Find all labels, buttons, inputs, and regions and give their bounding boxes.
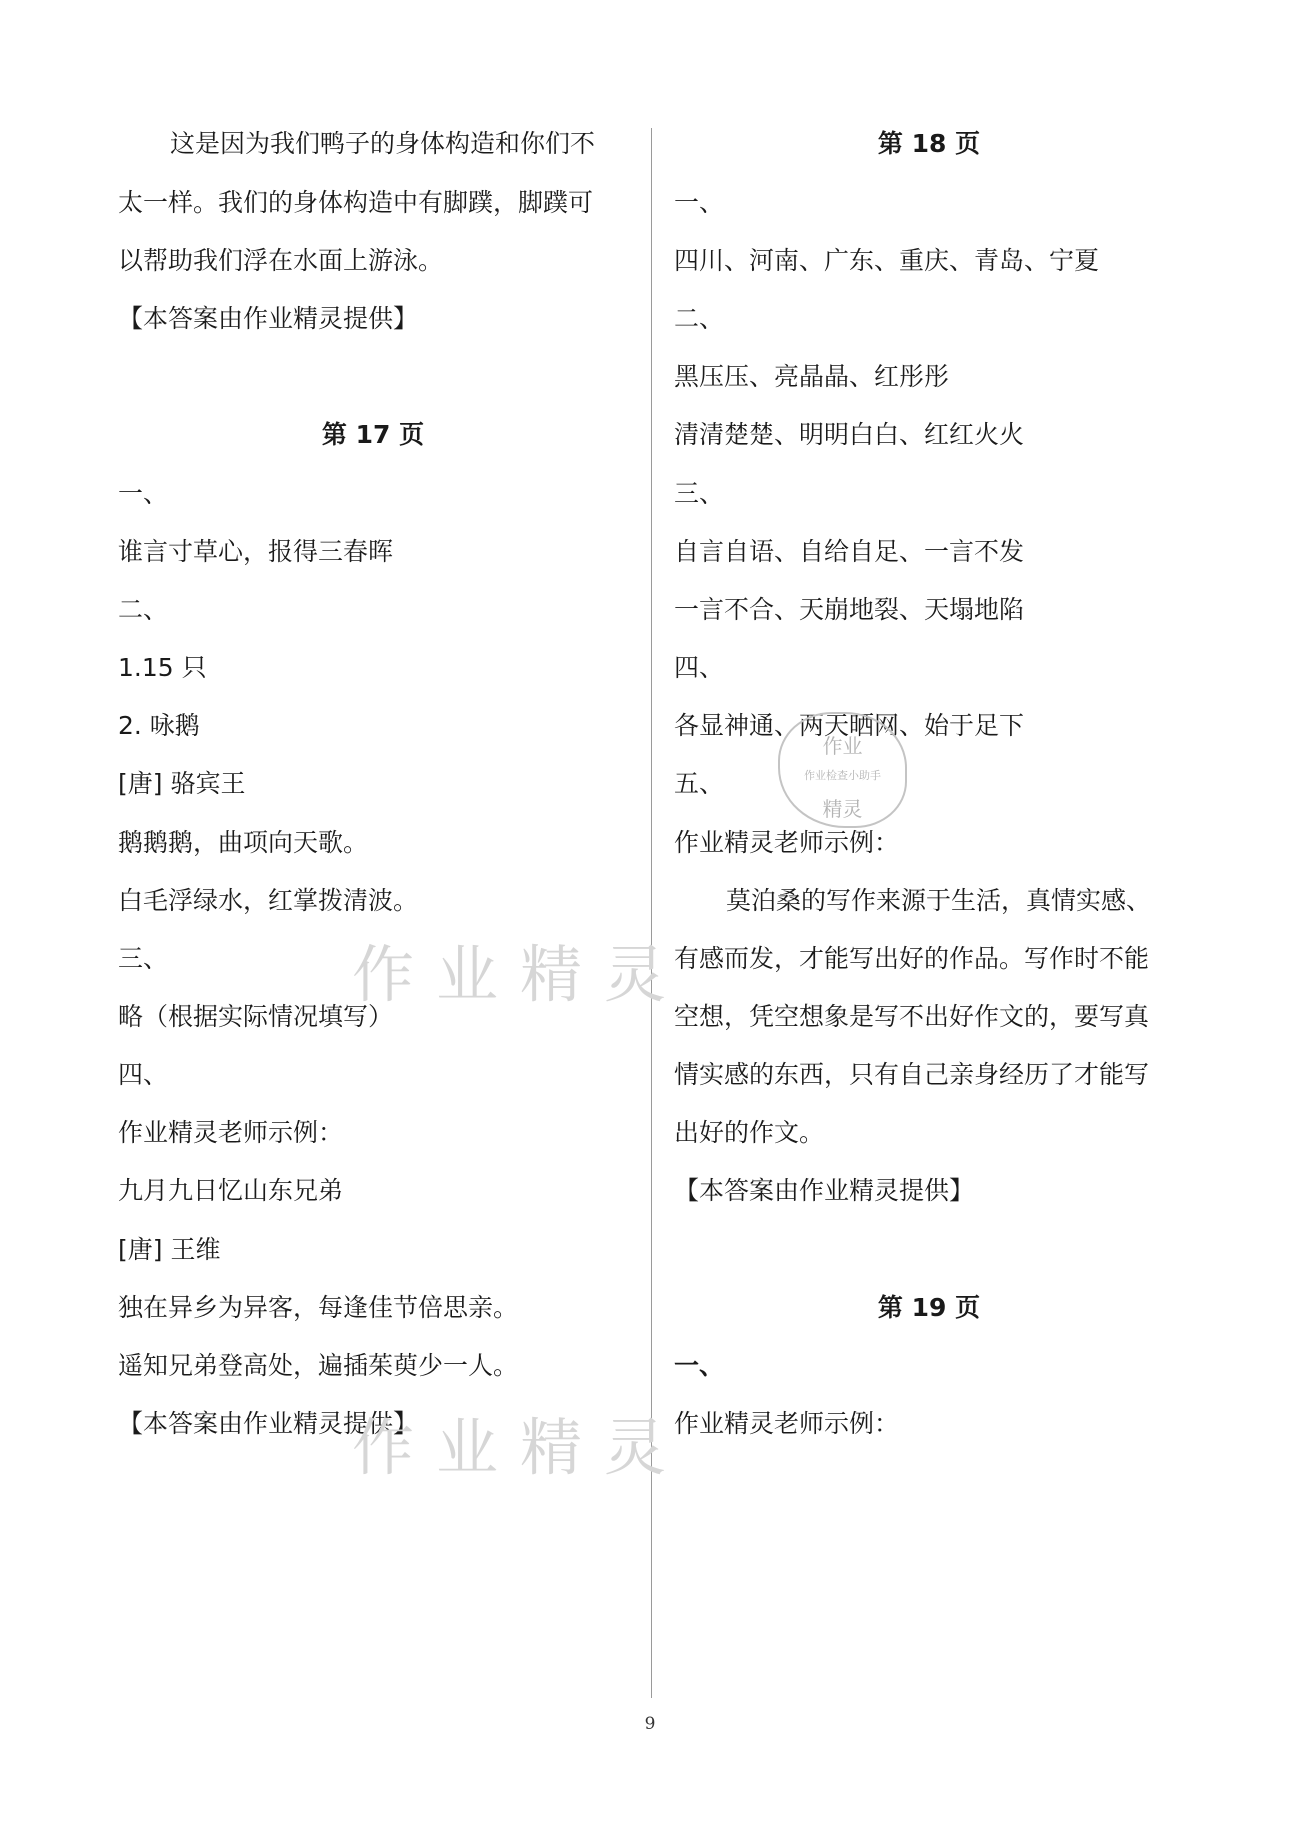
text-line: 以帮助我们浮在水面上游泳。 bbox=[118, 246, 444, 275]
page-heading-19: 第 19 页 bbox=[877, 1293, 981, 1322]
answer-credit: 【本答案由作业精灵提供】 bbox=[118, 1409, 419, 1438]
page-number: 9 bbox=[644, 1714, 656, 1734]
text-line: 鹅鹅鹅，曲项向天歌。 bbox=[118, 828, 369, 857]
text-line: 独在异乡为异客，每逢佳节倍思亲。 bbox=[118, 1293, 519, 1322]
text-line: 遥知兄弟登高处，遍插茱萸少一人。 bbox=[118, 1351, 519, 1380]
text-line: 空想，凭空想象是写不出好作文的，要写真 bbox=[674, 1002, 1150, 1031]
text-line: 作业精灵老师示例： bbox=[674, 828, 900, 857]
answer-credit: 【本答案由作业精灵提供】 bbox=[118, 304, 419, 333]
text-line: 黑压压、亮晶晶、红彤彤 bbox=[674, 362, 950, 391]
text-line: 莫泊桑的写作来源于生活，真情实感、 bbox=[726, 886, 1152, 915]
section-label: 五、 bbox=[674, 769, 725, 798]
text-line: [唐] 骆宾王 bbox=[118, 769, 246, 798]
watermark-text: 作业精灵 bbox=[352, 938, 689, 1011]
seal-text: 作业 bbox=[822, 734, 863, 758]
page-heading-17: 第 17 页 bbox=[321, 420, 425, 449]
text-line: 有感而发，才能写出好的作品。写作时不能 bbox=[674, 944, 1150, 973]
text-line: 各显神通、两天晒网、始于足下 bbox=[674, 711, 1025, 740]
section-label: 二、 bbox=[674, 304, 725, 333]
text-line: 这是因为我们鸭子的身体构造和你们不 bbox=[170, 129, 596, 158]
answer-credit: 【本答案由作业精灵提供】 bbox=[674, 1176, 975, 1205]
watermark-seal bbox=[778, 712, 907, 828]
section-label: 一、 bbox=[118, 479, 169, 508]
text-line: 四川、河南、广东、重庆、青岛、宁夏 bbox=[674, 246, 1100, 275]
watermark-text: 作业精灵 bbox=[352, 1411, 689, 1484]
text-line: 一言不合、天崩地裂、天塌地陷 bbox=[674, 595, 1025, 624]
seal-text: 作业检查小助手 bbox=[804, 769, 881, 782]
text-line: 太一样。我们的身体构造中有脚蹼，脚蹼可 bbox=[118, 188, 594, 217]
text-line: 作业精灵老师示例： bbox=[674, 1409, 900, 1438]
text-line: 自言自语、自给自足、一言不发 bbox=[674, 537, 1025, 566]
section-label: 二、 bbox=[118, 595, 169, 624]
text-line: 九月九日忆山东兄弟 bbox=[118, 1176, 344, 1205]
section-label: 四、 bbox=[674, 653, 725, 682]
text-line: 2. 咏鹅 bbox=[118, 711, 200, 740]
text-line: 谁言寸草心，报得三春晖 bbox=[118, 537, 394, 566]
page-heading-18: 第 18 页 bbox=[877, 129, 981, 158]
text-line: 清清楚楚、明明白白、红红火火 bbox=[674, 420, 1025, 449]
text-line: [唐] 王维 bbox=[118, 1235, 221, 1264]
text-line: 情实感的东西，只有自己亲身经历了才能写 bbox=[674, 1060, 1150, 1089]
text-line: 略（根据实际情况填写） bbox=[118, 1002, 394, 1031]
text-line: 1.15 只 bbox=[118, 653, 207, 682]
section-label: 一、 bbox=[674, 1351, 725, 1380]
text-line: 白毛浮绿水，红掌拨清波。 bbox=[118, 886, 419, 915]
section-label: 三、 bbox=[118, 944, 169, 973]
seal-text: 精灵 bbox=[822, 797, 863, 821]
section-label: 四、 bbox=[118, 1060, 169, 1089]
section-label: 一、 bbox=[674, 188, 725, 217]
text-line: 出好的作文。 bbox=[674, 1118, 825, 1147]
text-line: 作业精灵老师示例： bbox=[118, 1118, 344, 1147]
section-label: 三、 bbox=[674, 479, 725, 508]
